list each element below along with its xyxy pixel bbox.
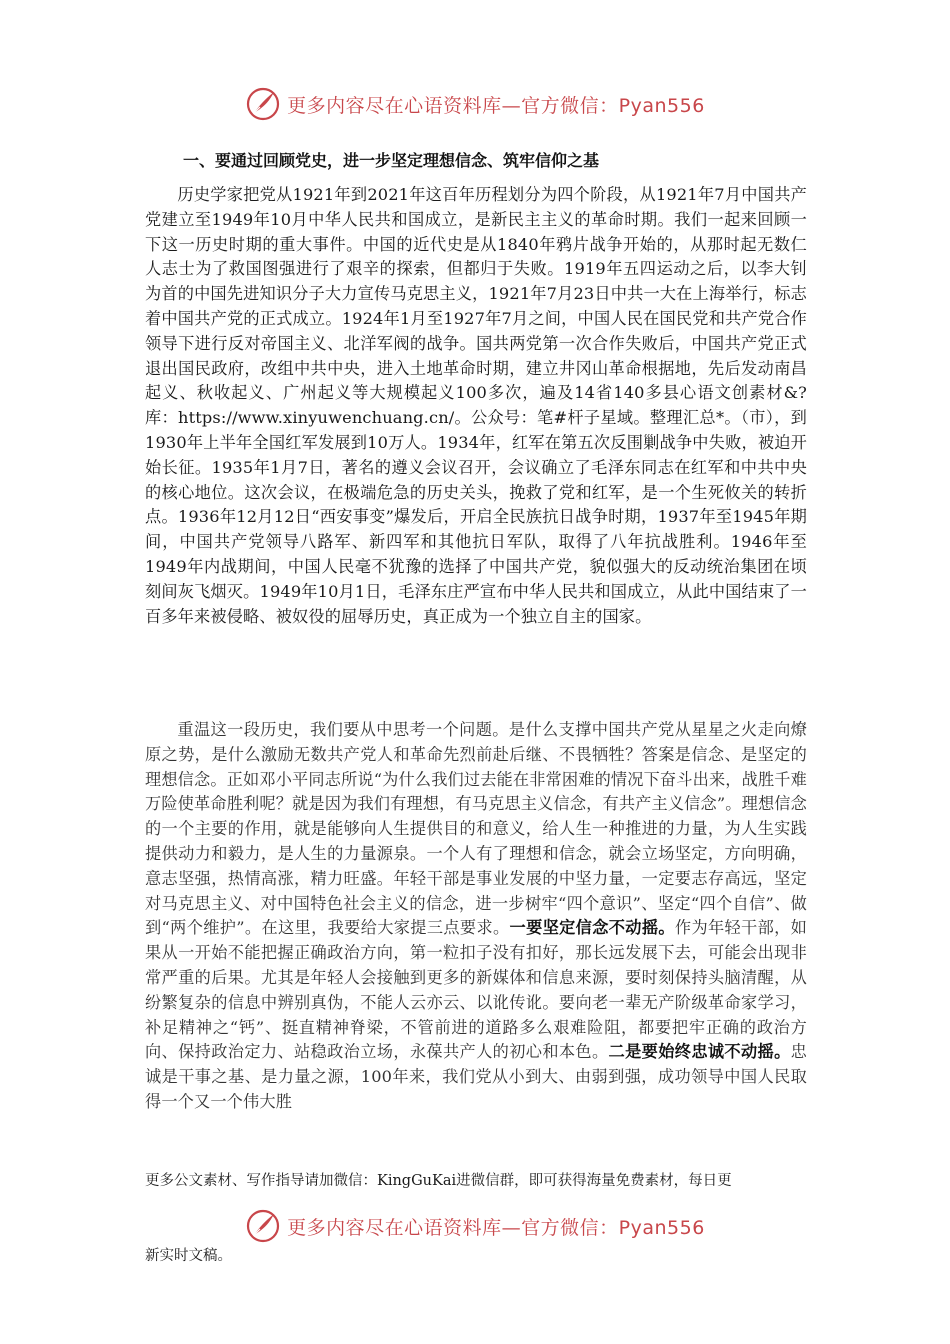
footer-promo-line-end: 新实时文稿。 <box>145 1248 232 1264</box>
header-watermark-banner <box>0 84 950 124</box>
bold-point-1: 一要坚定信念不动摇。 <box>509 918 675 938</box>
banner-text: 更多内容尽在心语资料库—官方微信：Pyan556 <box>287 94 705 117</box>
banner-text: 更多内容尽在心语资料库—官方微信：Pyan556 <box>287 1216 705 1239</box>
footer-watermark-banner <box>0 1206 950 1246</box>
footer-promo-line: 更多公文素材、写作指导请加微信：KingGuKai进微信群，即可获得海量免费素材，每日更 <box>145 1173 732 1189</box>
quill-pen-icon <box>245 1208 281 1244</box>
section-heading: 一、要通过回顾党史，进一步坚定理想信念、筑牢信仰之基 <box>183 151 600 170</box>
quill-pen-icon <box>245 86 281 122</box>
body-paragraph-reflection: 重温这一段历史，我们要从中思考一个问题。是什么支撑中国共产党从星星之火走向燎原之势，是什么激励无数共产党人和革命先烈前赴后继、不畏牺牲？答案是信念、是坚定的理想信念。正如邓小平同志所说“为什么我们过去能在非常困难的情况下奋斗出来，战胜千难万险使革命胜利呢？就是因为我们有理想，有马克思主义信念，有共产主义信念”。理想信念的一个主要的作用，就是能够向人生提供目的和意义，给人生一种推进的力量，为人生实践提供动力和毅力，是人生的力量源泉。一个人有了理想和信念，就会立场坚定，方向明确，意志坚强，热情高涨，精力旺盛。年轻干部是事业发展的中坚力量，一定要志存高远，坚定对马克思主义、对中国特色社会主义的信念，进一步树牢“四个意识”、坚定“四个自信”、做到“两个维护”。在这里，我要给大家提三点要求。一要坚定信念不动摇。作为年轻干部，如果从一开始不能把握正确政治方向，第一粒扣子没有扣好，那长远发展下去，可能会出现非常严重的后果。尤其是年轻人会接触到更多的新媒体和信息来源，要时刻保持头脑清醒，从纷繁复杂的信息中辨别真伪，不能人云亦云、以讹传讹。要向老一辈无产阶级革命家学习，补足精神之“钙”、挺直精神脊梁，不管前进的道路多么艰难险阻，都要把牢正确的政治方向、保持政治定力、站稳政治立场，永葆共产人的初心和本色。二是要始终忠诚不动摇。忠诚是干事之基、是力量之源，100年来，我们党从小到大、由弱到强，成功领导中国人民取得一个又一个伟大胜 <box>145 720 808 1111</box>
bold-point-2: 二是要始终忠诚不动摇。 <box>608 1042 791 1062</box>
body-paragraph-history: 历史学家把党从1921年到2021年这百年历程划分为四个阶段，从1921年7月中国共产党建立至1949年10月中华人民共和国成立，是新民主主义的革命时期。我们一起来回顾一下这一历史时期的重大事件。中国的近代史是从1840年鸦片战争开始的，从那时起无数仁人志士为了救国图强进行了艰辛的探索，但都归于失败。1919年五四运动之后，以李大钊为首的中国先进知识分子大力宣传马克思主义，1921年7月23日中共一大在上海举行，标志着中国共产党的正式成立。1924年1月至1927年7月之间，中国人民在国民党和共产党合作领导下进行反对帝国主义、北洋军阀的战争。国共两党第一次合作失败后，中国共产党正式退出国民政府，改组中共中央，进入土地革命时期，建立井冈山革命根据地，先后发动南昌起义、秋收起义、广州起义等大规模起义100多次，遍及14省140多县心语文创素材&?库：https://www.xinyuwenchuang.cn/。公众号：笔#杆子星域。整理汇总*。（市），到1930年上半年全国红军发展到10万人。1934年，红军在第五次反围剿战争中失败，被迫开始长征。1935年1月7日，著名的遵义会议召开，会议确立了毛泽东同志在红军和中共中央的核心地位。这次会议，在极端危急的历史关头，挽救了党和红军，是一个生死攸关的转折点。1936年12月12日“西安事变”爆发后，开启全民族抗日战争时期，1937年至1945年期间，中国共产党领导八路军、新四军和其他抗日军队，取得了八年抗战胜利。1946年至1949年内战期间，中国人民毫不犹豫的选择了中国共产党，貌似强大的反动统治集团在顷刻间灰飞烟灭。1949年10月1日，毛泽东庄严宣布中华人民共和国成立，从此中国结束了一百多年来被侵略、被奴役的屈辱历史，真正成为一个独立自主的国家。 <box>145 185 807 626</box>
